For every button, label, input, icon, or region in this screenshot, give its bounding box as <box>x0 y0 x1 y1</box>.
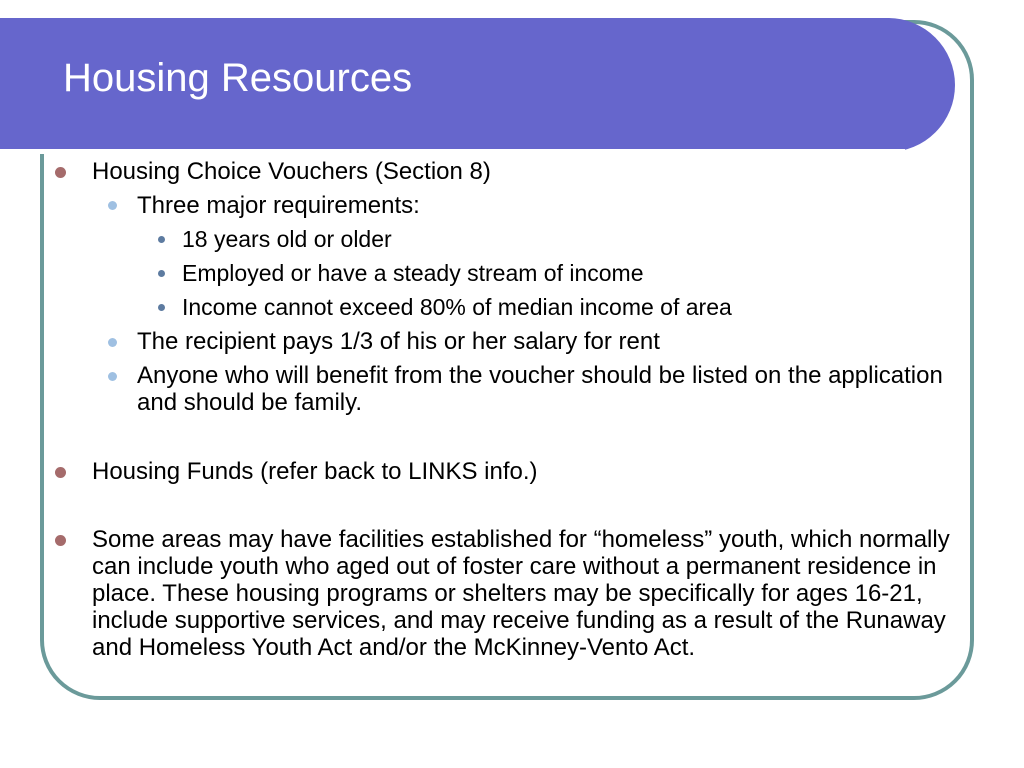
sub-bullet-three-requirements: Three major requirements: <box>137 192 420 219</box>
sub-sub-bullet-dot-icon <box>158 236 165 243</box>
requirement-age: 18 years old or older <box>182 226 392 252</box>
bullet-dot-icon <box>55 535 66 546</box>
sub-bullet-dot-icon <box>108 338 117 347</box>
bullet-housing-choice-vouchers: Housing Choice Vouchers (Section 8) <box>92 158 491 185</box>
bullet-homeless-youth-facilities: Some areas may have facilities established for “homeless” youth, which normally can include youth who aged out of foster care without a permanent residence in place. These housing programs or shelters may be specifically for ages 16-21, include supportive services, and may receive funding as a result of the Runaway and Homeless Youth Act and/or the McKinney-Vento Act. <box>92 526 950 661</box>
sub-sub-bullet-dot-icon <box>158 270 165 277</box>
sub-bullet-dot-icon <box>108 201 117 210</box>
bullet-dot-icon <box>55 467 66 478</box>
requirement-income-limit: Income cannot exceed 80% of median income of area <box>182 294 732 320</box>
sub-bullet-family-listing: Anyone who will benefit from the voucher should be listed on the application and should be family. <box>137 362 943 416</box>
slide-title: Housing Resources <box>63 56 413 100</box>
title-underline <box>0 149 905 154</box>
bullet-housing-funds: Housing Funds (refer back to LINKS info.) <box>92 458 538 485</box>
bullet-dot-icon <box>55 167 66 178</box>
sub-sub-bullet-dot-icon <box>158 304 165 311</box>
sub-bullet-rent-share: The recipient pays 1/3 of his or her salary for rent <box>137 328 660 355</box>
requirement-employment: Employed or have a steady stream of income <box>182 260 644 286</box>
sub-bullet-dot-icon <box>108 372 117 381</box>
